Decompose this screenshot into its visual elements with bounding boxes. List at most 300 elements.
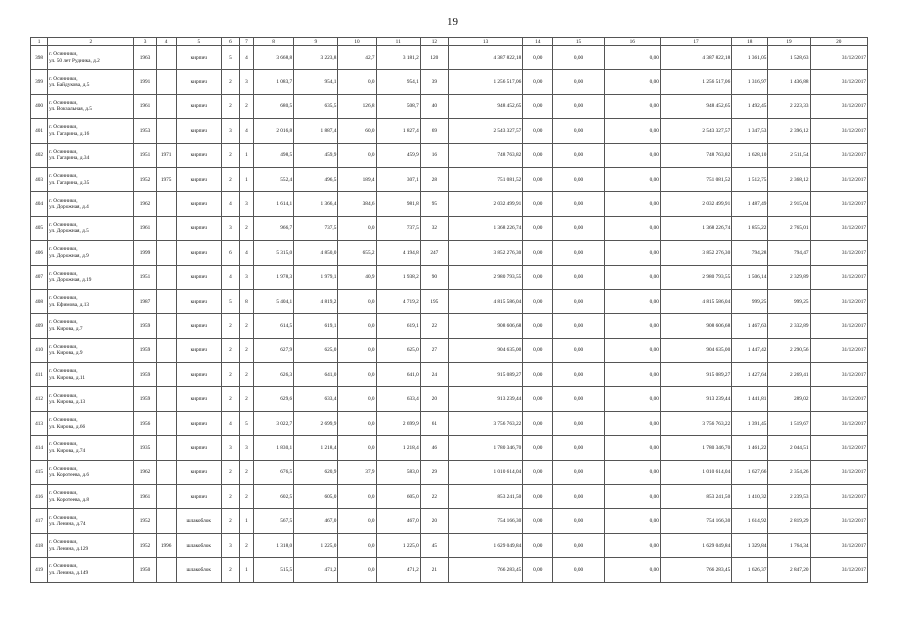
unit-cost-cell: 1 461,22 [732, 436, 768, 460]
table-row [31, 241, 868, 265]
total-cost-cell: 1 256 517,06 [448, 70, 522, 94]
year-rebuilt-cell [156, 192, 176, 216]
nonresidential-area-cell: 126,8 [338, 94, 376, 118]
residential-area-cell: 737,5 [376, 216, 420, 240]
federal-funds-cell: 0,00 [523, 241, 553, 265]
residential-area-cell: 1 938,2 [376, 265, 420, 289]
local-funds-cell: 0,00 [604, 70, 660, 94]
row-number-cell: 403 [31, 167, 48, 191]
address-city: г. Осинники, [49, 563, 78, 570]
premises-area-cell: 605,0 [294, 485, 338, 509]
unit-cost-cell: 1 492,45 [732, 94, 768, 118]
entrances-cell: 8 [239, 289, 253, 313]
other-funds-cell: 1 010 614,04 [660, 460, 731, 484]
residential-area-cell: 619,1 [376, 314, 420, 338]
year-rebuilt-cell [156, 119, 176, 143]
regional-funds-cell: 0,00 [553, 119, 604, 143]
federal-funds-cell: 0,00 [523, 46, 553, 70]
deadline-cell: 31/12/2017 [810, 436, 867, 460]
floors-cell: 2 [221, 143, 239, 167]
wall-material-cell: кирпич [176, 216, 221, 240]
unit-cost-cell: 1 427,64 [732, 363, 768, 387]
regional-funds-cell: 0,00 [553, 241, 604, 265]
wall-material-cell: кирпич [176, 289, 221, 313]
regional-funds-cell: 0,00 [553, 338, 604, 362]
year-rebuilt-cell [156, 460, 176, 484]
premises-area-cell: 1 979,1 [294, 265, 338, 289]
entrances-cell: 1 [239, 509, 253, 533]
year-built-cell: 1951 [134, 143, 156, 167]
floors-cell: 2 [221, 167, 239, 191]
wall-material-cell: кирпич [176, 485, 221, 509]
address-cell [48, 314, 134, 338]
deadline-cell: 31/12/2017 [810, 70, 867, 94]
entrances-cell: 2 [239, 387, 253, 411]
other-funds-cell: 1 256 517,06 [660, 70, 731, 94]
entrances-cell: 4 [239, 119, 253, 143]
address-street: ул. Байдукова, д.5 [49, 82, 90, 89]
entrances-cell: 1 [239, 143, 253, 167]
local-funds-cell: 0,00 [604, 338, 660, 362]
row-number-cell: 402 [31, 143, 48, 167]
column-number-cell: 17 [660, 38, 731, 46]
local-funds-cell: 0,00 [604, 94, 660, 118]
premises-area-cell: 459,9 [294, 143, 338, 167]
total-area-cell: 567,5 [254, 509, 294, 533]
address-city: г. Осинники, [49, 75, 78, 82]
premises-area-cell: 467,0 [294, 509, 338, 533]
max-unit-cost-cell: 2 847,20 [768, 558, 810, 582]
federal-funds-cell: 0,00 [523, 436, 553, 460]
max-unit-cost-cell: 2 368,12 [768, 167, 810, 191]
residents-count-cell: 22 [420, 314, 448, 338]
year-rebuilt-cell: 1996 [156, 533, 176, 557]
local-funds-cell: 0,00 [604, 558, 660, 582]
year-built-cell: 1952 [134, 509, 156, 533]
max-unit-cost-cell: 1 519,67 [768, 411, 810, 435]
year-rebuilt-cell [156, 289, 176, 313]
total-area-cell: 676,5 [254, 460, 294, 484]
entrances-cell: 2 [239, 338, 253, 362]
residential-area-cell: 2 699,9 [376, 411, 420, 435]
total-cost-cell: 4 815 586,04 [448, 289, 522, 313]
row-number-cell: 409 [31, 314, 48, 338]
year-rebuilt-cell [156, 509, 176, 533]
other-funds-cell: 1 629 049,84 [660, 533, 731, 557]
premises-area-cell: 496,5 [294, 167, 338, 191]
federal-funds-cell: 0,00 [523, 289, 553, 313]
year-rebuilt-cell [156, 363, 176, 387]
regional-funds-cell: 0,00 [553, 265, 604, 289]
deadline-cell: 31/12/2017 [810, 338, 867, 362]
other-funds-cell: 2 543 327,57 [660, 119, 731, 143]
federal-funds-cell: 0,00 [523, 558, 553, 582]
address-cell [48, 94, 134, 118]
row-number-cell: 400 [31, 94, 48, 118]
residents-count-cell: 39 [420, 70, 448, 94]
deadline-cell: 31/12/2017 [810, 94, 867, 118]
deadline-cell: 31/12/2017 [810, 265, 867, 289]
total-cost-cell: 1 629 049,84 [448, 533, 522, 557]
deadline-cell: 31/12/2017 [810, 192, 867, 216]
deadline-cell: 31/12/2017 [810, 411, 867, 435]
table-row [31, 387, 868, 411]
column-number-cell: 10 [338, 38, 376, 46]
nonresidential-area-cell: 655,2 [338, 241, 376, 265]
address-cell [48, 167, 134, 191]
regional-funds-cell: 0,00 [553, 46, 604, 70]
table-row [31, 167, 868, 191]
deadline-cell: 31/12/2017 [810, 119, 867, 143]
premises-area-cell: 954,1 [294, 70, 338, 94]
total-area-cell: 1 978,3 [254, 265, 294, 289]
total-cost-cell: 1 010 614,04 [448, 460, 522, 484]
regional-funds-cell: 0,00 [553, 460, 604, 484]
max-unit-cost-cell: 2 290,56 [768, 338, 810, 362]
regional-funds-cell: 0,00 [553, 533, 604, 557]
column-number-cell: 19 [768, 38, 810, 46]
wall-material-cell: кирпич [176, 363, 221, 387]
floors-cell: 3 [221, 216, 239, 240]
row-number-cell: 412 [31, 387, 48, 411]
address-street: ул. Кирова, д.7 [49, 325, 83, 332]
wall-material-cell: кирпич [176, 460, 221, 484]
residents-count-cell: 46 [420, 436, 448, 460]
other-funds-cell: 766 283,45 [660, 558, 731, 582]
federal-funds-cell: 0,00 [523, 314, 553, 338]
column-number-cell: 3 [134, 38, 156, 46]
year-built-cell: 1956 [134, 411, 156, 435]
total-cost-cell: 2 980 793,55 [448, 265, 522, 289]
address-city: г. Осинники, [49, 99, 78, 106]
deadline-cell: 31/12/2017 [810, 533, 867, 557]
federal-funds-cell: 0,00 [523, 167, 553, 191]
address-cell [48, 509, 134, 533]
address-cell [48, 558, 134, 582]
year-built-cell: 1951 [134, 265, 156, 289]
regional-funds-cell: 0,00 [553, 216, 604, 240]
wall-material-cell: кирпич [176, 241, 221, 265]
address-street: ул. Дорожная, д.5 [49, 228, 89, 235]
address-city: г. Осинники, [49, 441, 78, 448]
deadline-cell: 31/12/2017 [810, 216, 867, 240]
other-funds-cell: 853 241,50 [660, 485, 731, 509]
address-city: г. Осинники, [49, 490, 78, 497]
table-row [31, 265, 868, 289]
floors-cell: 5 [221, 289, 239, 313]
residents-count-cell: 45 [420, 533, 448, 557]
floors-cell: 6 [221, 241, 239, 265]
floors-cell: 2 [221, 363, 239, 387]
entrances-cell: 3 [239, 192, 253, 216]
wall-material-cell: кирпич [176, 94, 221, 118]
year-built-cell: 1963 [134, 46, 156, 70]
year-built-cell: 1962 [134, 192, 156, 216]
address-city: г. Осинники, [49, 514, 78, 521]
address-cell [48, 241, 134, 265]
residents-count-cell: 40 [420, 94, 448, 118]
address-street: ул. Дорожная, д.9 [49, 252, 89, 259]
address-street: ул. Кирова, д.74 [49, 447, 86, 454]
wall-material-cell: кирпич [176, 338, 221, 362]
total-area-cell: 614,5 [254, 314, 294, 338]
entrances-cell: 2 [239, 94, 253, 118]
table-row [31, 411, 868, 435]
max-unit-cost-cell: 289,02 [768, 387, 810, 411]
address-cell [48, 216, 134, 240]
total-area-cell: 627,9 [254, 338, 294, 362]
federal-funds-cell: 0,00 [523, 485, 553, 509]
premises-area-cell: 2 699,9 [294, 411, 338, 435]
address-street: ул. Ленина, д.129 [49, 545, 89, 552]
address-street: ул. Дорожная, д.19 [49, 277, 92, 284]
residential-area-cell: 467,0 [376, 509, 420, 533]
housing-registry-table [30, 37, 868, 583]
deadline-cell: 31/12/2017 [810, 363, 867, 387]
nonresidential-area-cell: 0,0 [338, 387, 376, 411]
entrances-cell: 3 [239, 436, 253, 460]
table-row [31, 558, 868, 582]
wall-material-cell: кирпич [176, 46, 221, 70]
address-street: ул. Гагарина, д.16 [49, 130, 90, 137]
federal-funds-cell: 0,00 [523, 216, 553, 240]
floors-cell: 5 [221, 46, 239, 70]
local-funds-cell: 0,00 [604, 533, 660, 557]
other-funds-cell: 915 089,27 [660, 363, 731, 387]
federal-funds-cell: 0,00 [523, 94, 553, 118]
nonresidential-area-cell: 0,0 [338, 509, 376, 533]
total-area-cell: 2 016,8 [254, 119, 294, 143]
address-cell [48, 289, 134, 313]
federal-funds-cell: 0,00 [523, 143, 553, 167]
row-number-cell: 414 [31, 436, 48, 460]
total-cost-cell: 908 606,68 [448, 314, 522, 338]
local-funds-cell: 0,00 [604, 387, 660, 411]
year-built-cell: 1950 [134, 558, 156, 582]
max-unit-cost-cell: 2 332,89 [768, 314, 810, 338]
row-number-cell: 404 [31, 192, 48, 216]
max-unit-cost-cell: 794,47 [768, 241, 810, 265]
address-city: г. Осинники, [49, 51, 78, 58]
entrances-cell: 2 [239, 533, 253, 557]
nonresidential-area-cell: 0,0 [338, 338, 376, 362]
table-body [31, 46, 868, 583]
unit-cost-cell: 1 628,10 [732, 143, 768, 167]
table-row [31, 509, 868, 533]
local-funds-cell: 0,00 [604, 119, 660, 143]
local-funds-cell: 0,00 [604, 363, 660, 387]
unit-cost-cell: 1 347,53 [732, 119, 768, 143]
address-cell [48, 363, 134, 387]
column-number-row [31, 38, 868, 46]
wall-material-cell: кирпич [176, 436, 221, 460]
total-area-cell: 966,7 [254, 216, 294, 240]
total-area-cell: 498,5 [254, 143, 294, 167]
address-street: ул. Гагарина, д.35 [49, 179, 90, 186]
unit-cost-cell: 1 447,42 [732, 338, 768, 362]
other-funds-cell: 1 780 346,70 [660, 436, 731, 460]
address-city: г. Осинники, [49, 124, 78, 131]
wall-material-cell: шлакоблок [176, 558, 221, 582]
other-funds-cell: 913 239,44 [660, 387, 731, 411]
total-area-cell: 1 830,1 [254, 436, 294, 460]
total-area-cell: 5 315,0 [254, 241, 294, 265]
residents-count-cell: 16 [420, 143, 448, 167]
premises-area-cell: 633,4 [294, 387, 338, 411]
residential-area-cell: 508,7 [376, 94, 420, 118]
wall-material-cell: кирпич [176, 70, 221, 94]
address-cell [48, 387, 134, 411]
max-unit-cost-cell: 2 044,51 [768, 436, 810, 460]
table-row [31, 485, 868, 509]
premises-area-cell: 737,5 [294, 216, 338, 240]
column-number-cell: 5 [176, 38, 221, 46]
total-cost-cell: 1 368 226,74 [448, 216, 522, 240]
wall-material-cell: кирпич [176, 387, 221, 411]
table-row [31, 119, 868, 143]
local-funds-cell: 0,00 [604, 167, 660, 191]
entrances-cell: 2 [239, 314, 253, 338]
column-number-cell: 6 [221, 38, 239, 46]
row-number-cell: 418 [31, 533, 48, 557]
row-number-cell: 411 [31, 363, 48, 387]
premises-area-cell: 1 225,0 [294, 533, 338, 557]
regional-funds-cell: 0,00 [553, 289, 604, 313]
unit-cost-cell: 1 512,75 [732, 167, 768, 191]
nonresidential-area-cell: 42,7 [338, 46, 376, 70]
year-rebuilt-cell [156, 314, 176, 338]
address-street: ул. Кирова, д.13 [49, 399, 86, 406]
address-cell [48, 46, 134, 70]
max-unit-cost-cell: 2 396,12 [768, 119, 810, 143]
year-built-cell: 1961 [134, 94, 156, 118]
column-number-cell: 20 [810, 38, 867, 46]
residents-count-cell: 29 [420, 460, 448, 484]
row-number-cell: 401 [31, 119, 48, 143]
residential-area-cell: 954,1 [376, 70, 420, 94]
residents-count-cell: 61 [420, 411, 448, 435]
residential-area-cell: 459,9 [376, 143, 420, 167]
year-built-cell: 1959 [134, 387, 156, 411]
year-built-cell: 1935 [134, 436, 156, 460]
address-city: г. Осинники, [49, 368, 78, 375]
residential-area-cell: 4 719,2 [376, 289, 420, 313]
other-funds-cell: 2 980 793,55 [660, 265, 731, 289]
wall-material-cell: кирпич [176, 314, 221, 338]
max-unit-cost-cell: 999,25 [768, 289, 810, 313]
local-funds-cell: 0,00 [604, 265, 660, 289]
regional-funds-cell: 0,00 [553, 485, 604, 509]
row-number-cell: 417 [31, 509, 48, 533]
local-funds-cell: 0,00 [604, 460, 660, 484]
deadline-cell: 31/12/2017 [810, 460, 867, 484]
address-street: ул. Кирова, д.66 [49, 423, 86, 430]
year-rebuilt-cell [156, 241, 176, 265]
federal-funds-cell: 0,00 [523, 265, 553, 289]
entrances-cell: 2 [239, 460, 253, 484]
regional-funds-cell: 0,00 [553, 363, 604, 387]
row-number-cell: 415 [31, 460, 48, 484]
residential-area-cell: 583,0 [376, 460, 420, 484]
address-cell [48, 460, 134, 484]
total-area-cell: 626,3 [254, 363, 294, 387]
premises-area-cell: 1 218,4 [294, 436, 338, 460]
residents-count-cell: 27 [420, 338, 448, 362]
regional-funds-cell: 0,00 [553, 387, 604, 411]
page-number: 19 [447, 16, 458, 28]
nonresidential-area-cell: 384,6 [338, 192, 376, 216]
unit-cost-cell: 1 361,05 [732, 46, 768, 70]
federal-funds-cell: 0,00 [523, 192, 553, 216]
nonresidential-area-cell: 0,0 [338, 485, 376, 509]
deadline-cell: 31/12/2017 [810, 167, 867, 191]
address-street: ул. Дорожная, д.4 [49, 204, 89, 211]
max-unit-cost-cell: 2 269,41 [768, 363, 810, 387]
table-row [31, 94, 868, 118]
address-cell [48, 143, 134, 167]
column-number-cell: 14 [523, 38, 553, 46]
local-funds-cell: 0,00 [604, 143, 660, 167]
regional-funds-cell: 0,00 [553, 436, 604, 460]
total-cost-cell: 853 241,50 [448, 485, 522, 509]
residents-count-cell: 32 [420, 216, 448, 240]
federal-funds-cell: 0,00 [523, 387, 553, 411]
entrances-cell: 2 [239, 485, 253, 509]
address-street: ул. Кирова, д.11 [49, 374, 85, 381]
total-area-cell: 3 668,8 [254, 46, 294, 70]
nonresidential-area-cell: 189,4 [338, 167, 376, 191]
regional-funds-cell: 0,00 [553, 314, 604, 338]
table-row [31, 289, 868, 313]
other-funds-cell: 908 606,68 [660, 314, 731, 338]
total-area-cell: 515,5 [254, 558, 294, 582]
address-city: г. Осинники, [49, 221, 78, 228]
year-rebuilt-cell [156, 338, 176, 362]
nonresidential-area-cell: 0,0 [338, 363, 376, 387]
row-number-cell: 413 [31, 411, 48, 435]
address-city: г. Осинники, [49, 417, 78, 424]
federal-funds-cell: 0,00 [523, 363, 553, 387]
address-street: ул. Ленина, д.74 [49, 521, 86, 528]
unit-cost-cell: 1 391,45 [732, 411, 768, 435]
regional-funds-cell: 0,00 [553, 167, 604, 191]
entrances-cell: 2 [239, 363, 253, 387]
address-street: ул. Вокзальная, д.5 [49, 106, 92, 113]
deadline-cell: 31/12/2017 [810, 485, 867, 509]
max-unit-cost-cell: 2 329,89 [768, 265, 810, 289]
regional-funds-cell: 0,00 [553, 558, 604, 582]
other-funds-cell: 904 635,00 [660, 338, 731, 362]
premises-area-cell: 1 887,4 [294, 119, 338, 143]
year-rebuilt-cell [156, 387, 176, 411]
total-area-cell: 3 022,7 [254, 411, 294, 435]
floors-cell: 2 [221, 387, 239, 411]
residential-area-cell: 3 181,2 [376, 46, 420, 70]
total-cost-cell: 766 283,45 [448, 558, 522, 582]
federal-funds-cell: 0,00 [523, 460, 553, 484]
max-unit-cost-cell: 2 915,04 [768, 192, 810, 216]
total-cost-cell: 754 166,30 [448, 509, 522, 533]
federal-funds-cell: 0,00 [523, 70, 553, 94]
residential-area-cell: 633,4 [376, 387, 420, 411]
total-area-cell: 1 083,7 [254, 70, 294, 94]
year-built-cell: 1959 [134, 338, 156, 362]
federal-funds-cell: 0,00 [523, 533, 553, 557]
nonresidential-area-cell: 0,0 [338, 143, 376, 167]
entrances-cell: 4 [239, 241, 253, 265]
address-city: г. Осинники, [49, 319, 78, 326]
floors-cell: 4 [221, 411, 239, 435]
